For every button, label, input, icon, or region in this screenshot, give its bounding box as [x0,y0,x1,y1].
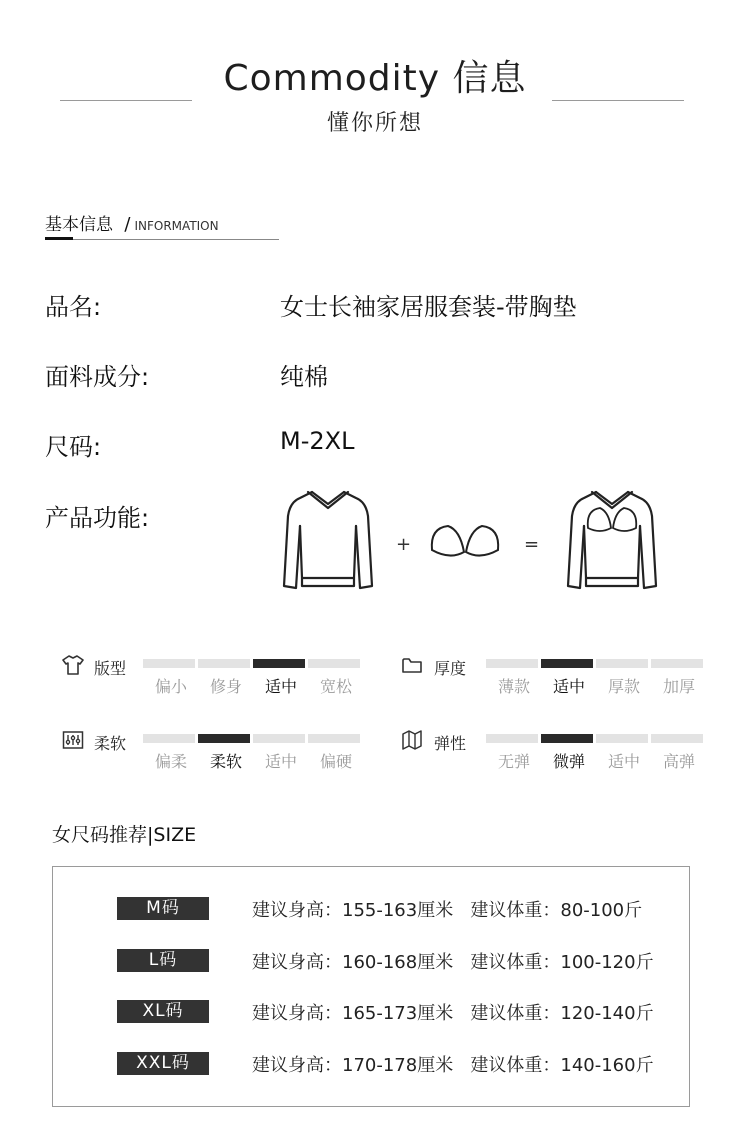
sweater-with-pad-icon [562,486,662,594]
section-underline [45,239,279,240]
elasticity-segment-2 [541,734,593,743]
section-title-en: INFORMATION [134,219,219,233]
bra-pad-icon [428,522,502,562]
thickness-segment-1 [486,659,538,668]
map-icon [401,729,423,751]
thickness-option-4: 加厚 [662,677,695,696]
fit-segment-2 [198,659,250,668]
feature-name-thickness: 厚度 [434,659,467,678]
softness-option-1: 偏柔 [154,752,187,771]
size-label: 尺码: [45,433,102,461]
thickness-option-2: 适中 [552,677,585,696]
section-title-cn: 基本信息 [45,215,113,235]
fit-option-4: 宽松 [319,677,352,696]
section-title-slash: / [124,214,131,235]
fabric-value: 纯棉 [280,363,328,391]
fit-option-1: 偏小 [154,677,187,696]
thickness-segment-3 [596,659,648,668]
sliders-icon [62,729,84,751]
feature-name-elasticity: 弹性 [434,734,467,753]
elasticity-option-3: 适中 [607,752,640,771]
page-title: Commodity 信息 [223,58,527,99]
elasticity-option-1: 无弹 [497,752,530,771]
thickness-segment-4 [651,659,703,668]
softness-segment-2 [198,734,250,743]
elasticity-option-2: 微弹 [552,752,585,771]
size-badge-xl: XL码 [117,1000,209,1023]
elasticity-segment-4 [651,734,703,743]
fit-segment-1 [143,659,195,668]
fit-segment-3 [253,659,305,668]
fit-option-3: 适中 [264,677,297,696]
size-row-l-text: 建议身高：160-168厘米 建议体重：100-120斤 [252,952,654,973]
name-value: 女士长袖家居服套装-带胸垫 [280,293,577,321]
size-row-xxl-text: 建议身高：170-178厘米 建议体重：140-160斤 [252,1055,654,1076]
folder-icon [401,654,423,676]
elasticity-option-4: 高弹 [662,752,695,771]
softness-segment-4 [308,734,360,743]
name-label: 品名: [45,293,102,321]
feature-name-softness: 柔软 [94,734,127,753]
function-label: 产品功能: [45,504,150,532]
plus-sign: + [396,534,412,555]
page-subtitle: 懂你所想 [326,111,423,136]
thickness-option-1: 薄款 [497,677,530,696]
fit-segment-4 [308,659,360,668]
section-underline-accent [45,237,73,240]
softness-option-2: 柔软 [209,752,242,771]
thickness-option-3: 厚款 [607,677,640,696]
size-badge-xxl: XXL码 [117,1052,209,1075]
sweater-icon [278,486,378,594]
softness-option-3: 适中 [264,752,297,771]
feature-name-fit: 版型 [94,659,127,678]
elasticity-segment-1 [486,734,538,743]
size-badge-l: L码 [117,949,209,972]
equals-sign: = [524,534,540,555]
tshirt-icon [62,654,84,676]
size-badge-m: M码 [117,897,209,920]
softness-option-4: 偏硬 [319,752,352,771]
size-row-xl-text: 建议身高：165-173厘米 建议体重：120-140斤 [252,1003,654,1024]
fabric-label: 面料成分: [45,363,150,391]
thickness-segment-2 [541,659,593,668]
size-section-title: 女尺码推荐|SIZE [52,824,197,846]
section-title [45,210,219,235]
fit-option-2: 修身 [209,677,242,696]
softness-segment-1 [143,734,195,743]
size-row-m-text: 建议身高：155-163厘米 建议体重：80-100斤 [252,900,643,921]
size-value: M-2XL [280,427,355,455]
softness-segment-3 [253,734,305,743]
elasticity-segment-3 [596,734,648,743]
